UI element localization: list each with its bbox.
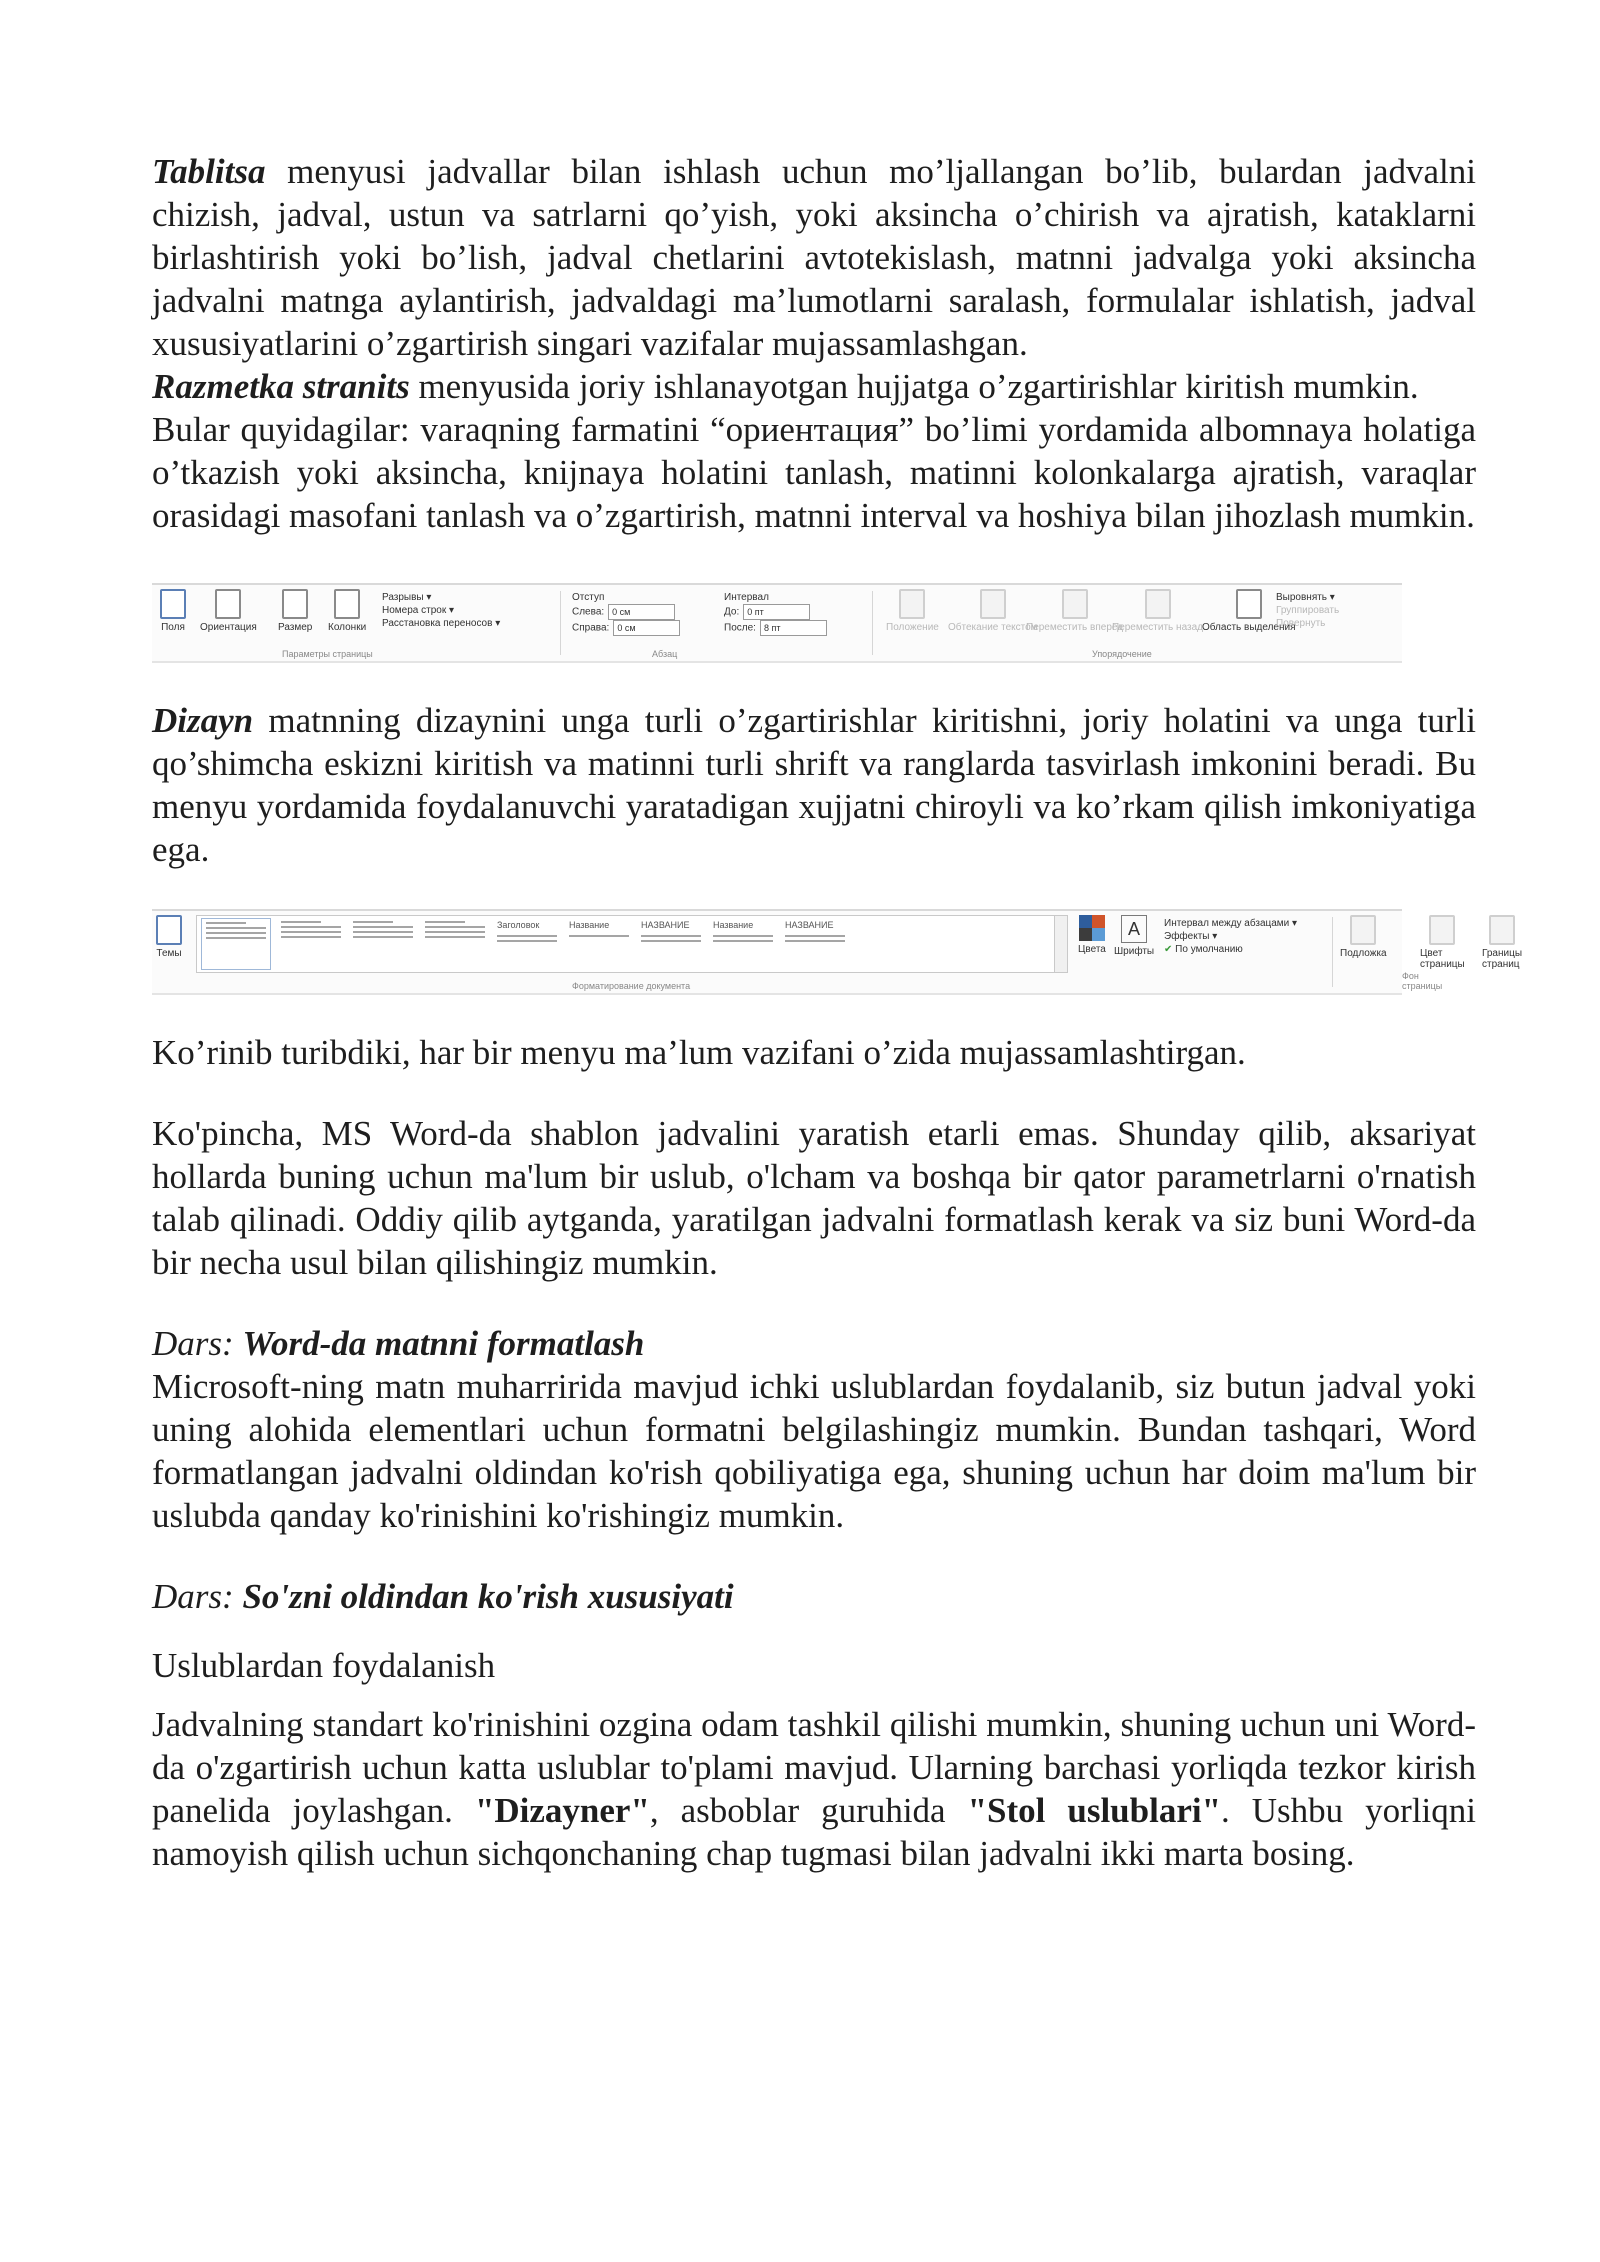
button-label: Подложка (1340, 948, 1387, 959)
bring-forward-button (1026, 589, 1123, 633)
term-dizayn: Dizayn (152, 701, 254, 740)
page-setup-list (382, 591, 500, 630)
effects-item: Эффекты ▾ (1164, 931, 1218, 942)
page-color-button (1420, 915, 1465, 970)
button-label: Положение (886, 622, 939, 633)
page-color-icon (1429, 915, 1455, 945)
spacing-title: Интервал (724, 592, 769, 603)
columns-button (328, 589, 366, 633)
button-label: Обтекание текстом (948, 622, 1038, 633)
paragraph-table-styles (152, 1703, 1476, 1875)
group-caption: Форматирование документа (572, 981, 691, 991)
button-label: Поля (161, 622, 185, 633)
style-thumb (277, 918, 345, 968)
colors-button (1078, 915, 1106, 955)
separator (872, 591, 873, 655)
style-set-gallery (196, 915, 1068, 973)
style-thumb (709, 918, 777, 968)
orientation-button (200, 589, 257, 633)
indent-left-field: 0 см (608, 604, 675, 620)
design-ribbon-image (152, 909, 1522, 995)
hyphenation-item: Расстановка переносов ▾ (382, 618, 501, 629)
paragraph-text: matnning dizaynini unga turli o’zgartirishlar kiritishni, joriy holatini va unga turli qo’shimcha eskizni kiritish va matinni turli shrift va ranglarda tasvirlash imkonini beradi. Bu menyu yordamida foydalanuvchi yaratadigan xujjatni chiroyli va ko’rkam qilish imkoniyatiga ega. (152, 701, 1476, 869)
style-thumb (493, 918, 561, 968)
lesson-heading-preview (152, 1575, 1476, 1618)
paragraph-dizayn (152, 699, 1476, 871)
paragraph-tablitsa (152, 150, 1476, 365)
indent-title: Отступ (572, 592, 605, 603)
subheading-using-styles: Uslublardan foydalanish (152, 1646, 496, 1685)
watermark-button (1340, 915, 1387, 959)
style-title: НАЗВАНИЕ (641, 920, 690, 930)
spacing-after-field: 8 пт (760, 620, 827, 636)
table-styles-group-name: "Stol uslublari" (967, 1791, 1222, 1830)
style-title: Название (569, 920, 610, 930)
align-list (1276, 591, 1339, 630)
group-item: Группировать (1276, 605, 1340, 616)
paragraph-text: . Ushbu yorliqni namoyish qilish uchun sichqonchaning chap tugmasi bilan jadvalni ikki marta bosing. (152, 1791, 1476, 1873)
style-title: Заголовок (497, 920, 540, 930)
spacing-group (724, 591, 827, 636)
position-button (886, 589, 939, 633)
margins-button (160, 589, 186, 633)
default-item (1164, 943, 1297, 956)
group-caption: Абзац (652, 649, 678, 659)
themes-icon (156, 915, 182, 945)
lesson-heading-formatting (152, 1322, 1476, 1365)
selection-pane-icon (1236, 589, 1262, 619)
button-label: Цвет страницы (1420, 948, 1465, 970)
lesson-title: Word-da matnni formatlash (242, 1324, 645, 1363)
paragraph-builtin-styles: Microsoft-ning matn muharririda mavjud ichki uslublardan foydalanib, siz butun jadval yoki uning alohida elementlari uchun formatni belgilashingiz mumkin. Bundan tashqari, Word formatlangan jadvalni oldindan ko'rish qobiliyatiga ega, shuning uchun har doim ma'lum bir uslubda qanday ko'rinishini ko'rishingiz mumkin. (152, 1367, 1476, 1535)
style-thumb (637, 918, 705, 968)
designer-tab-name: "Dizayner" (474, 1791, 650, 1830)
paragraph-spacing-item: Интервал между абзацами ▾ (1164, 918, 1298, 929)
spacing-before-label: До: (724, 606, 740, 618)
default-label: По умолчанию (1175, 944, 1243, 955)
colors-icon (1079, 915, 1105, 941)
orientation-icon (215, 589, 241, 619)
indent-right-field: 0 см (613, 620, 680, 636)
check-icon: ✔ (1164, 944, 1173, 955)
button-label: Область выделения (1202, 622, 1296, 633)
button-label: Шрифты (1114, 946, 1155, 957)
themes-button (156, 915, 182, 959)
paragraph-text: Jadvalning standart ko'rinishini ozgina odam tashkil qilishi mumkin, shuning uchun uni Word-da o'zgartirish uchun katta uslublar to'plami mavjud. Ularning barchasi yorliqda tezkor kirish panelida joylashgan. (152, 1705, 1476, 1830)
button-label: Размер (278, 622, 313, 633)
fonts-icon: A (1121, 915, 1147, 943)
breaks-item: Разрывы ▾ (382, 592, 432, 603)
page-borders-button (1482, 915, 1522, 970)
separator (1332, 917, 1333, 987)
style-thumb (349, 918, 417, 968)
paragraph-text: menyusi jadvallar bilan ishlash uchun mo’ljallangan bo’lib, bulardan jadvalni chizish, jadval, ustun va satrlarni qo’yish, yoki aksincha o’chirish va ajratish, kataklarni birlashtirish yoki bo’lish, jadval chetlarini avtotekislash, matnni jadvalga yoki aksincha jadvalni matnga aylantirish, jadvaldagi ma’lumotlarni saralash, formulalar ishlatish, jadval xususiyatlarini o’zgartirish singari vazifalar mujassamlashgan. (152, 152, 1476, 363)
wrap-text-button (948, 589, 1038, 633)
gallery-scroll (1054, 916, 1067, 972)
style-thumb (781, 918, 849, 968)
lesson-prefix: Dars: (152, 1577, 234, 1616)
line-numbers-item: Номера строк ▾ (382, 605, 454, 616)
fonts-button (1114, 915, 1154, 957)
design-options-list (1164, 917, 1297, 956)
size-icon (282, 589, 308, 619)
button-label: Переместить вперед (1026, 622, 1124, 633)
button-label: Цвета (1078, 944, 1106, 955)
columns-icon (334, 589, 360, 619)
position-icon (899, 589, 925, 619)
size-button (278, 589, 312, 633)
group-caption: Упорядочение (1092, 649, 1152, 659)
button-label: Темы (156, 948, 182, 959)
spacing-before-field: 0 пт (743, 604, 810, 620)
group-caption: Фон страницы (1402, 971, 1443, 991)
style-thumb (565, 918, 633, 968)
indent-left-label: Слева: (572, 606, 605, 618)
send-backward-icon (1145, 589, 1171, 619)
paragraph-formatting-intro: Ko'pincha, MS Word-da shablon jadvalini yaratish etarli emas. Shunday qilib, aksariyat hollarda buning uchun ma'lum bir uslub, o'lcham va boshqa bir qator parametrlarni o'rnatish talab qilinadi. Oddiy qilib aytganda, yaratilgan jadvalni formatlash kerak va siz buni Word-da bir necha usul bilan qilishingiz mumkin. (152, 1114, 1476, 1282)
lesson-title: So'zni oldindan ko'rish xususiyati (242, 1577, 734, 1616)
page-borders-icon (1489, 915, 1515, 945)
style-thumb (421, 918, 489, 968)
rotate-item: Повернуть (1276, 618, 1326, 629)
paragraph-orientation: Bular quyidagilar: varaqning farmatini “ориентация” bo’limi yordamida albomnaya holatiga o’tkazish yoki aksincha, knijnaya holatini tanlash, matinni kolonkalarga ajratish, varaqlar orasidagi masofani tanlash va o’zgartirish, matnni interval va hoshiya bilan jihozlash mumkin. (152, 410, 1476, 535)
button-label: Ориентация (200, 622, 257, 633)
document-page (152, 150, 1522, 1875)
align-item: Выровнять ▾ (1276, 592, 1335, 603)
margins-icon (160, 589, 186, 619)
send-backward-button (1112, 589, 1203, 633)
style-title: Название (713, 920, 754, 930)
style-title: НАЗВАНИЕ (785, 920, 834, 930)
watermark-icon (1350, 915, 1376, 945)
paragraph-text: menyusida joriy ishlanayotgan hujjatga o’zgartirishlar kiritish mumkin. (409, 367, 1419, 406)
indent-group (572, 591, 680, 636)
page-layout-ribbon-image (152, 583, 1402, 663)
group-caption: Параметры страницы (282, 649, 373, 659)
button-label: Границы страниц (1482, 948, 1522, 970)
paragraph-razmetka (152, 365, 1476, 408)
indent-right-label: Справа: (572, 622, 610, 634)
paragraph-summary: Ko’rinib turibdiki, har bir menyu ma’lum vazifani o’zida mujassamlashtirgan. (152, 1033, 1246, 1072)
wrap-text-icon (980, 589, 1006, 619)
paragraph-text: , asboblar guruhida (649, 1791, 968, 1830)
separator (560, 591, 561, 655)
style-thumb (201, 918, 271, 970)
button-label: Колонки (328, 622, 367, 633)
term-razmetka: Razmetka stranits (152, 367, 410, 406)
bring-forward-icon (1062, 589, 1088, 619)
spacing-after-label: После: (724, 622, 756, 634)
term-tablitsa: Tablitsa (152, 152, 266, 191)
lesson-prefix: Dars: (152, 1324, 234, 1363)
button-label: Переместить назад (1112, 622, 1203, 633)
